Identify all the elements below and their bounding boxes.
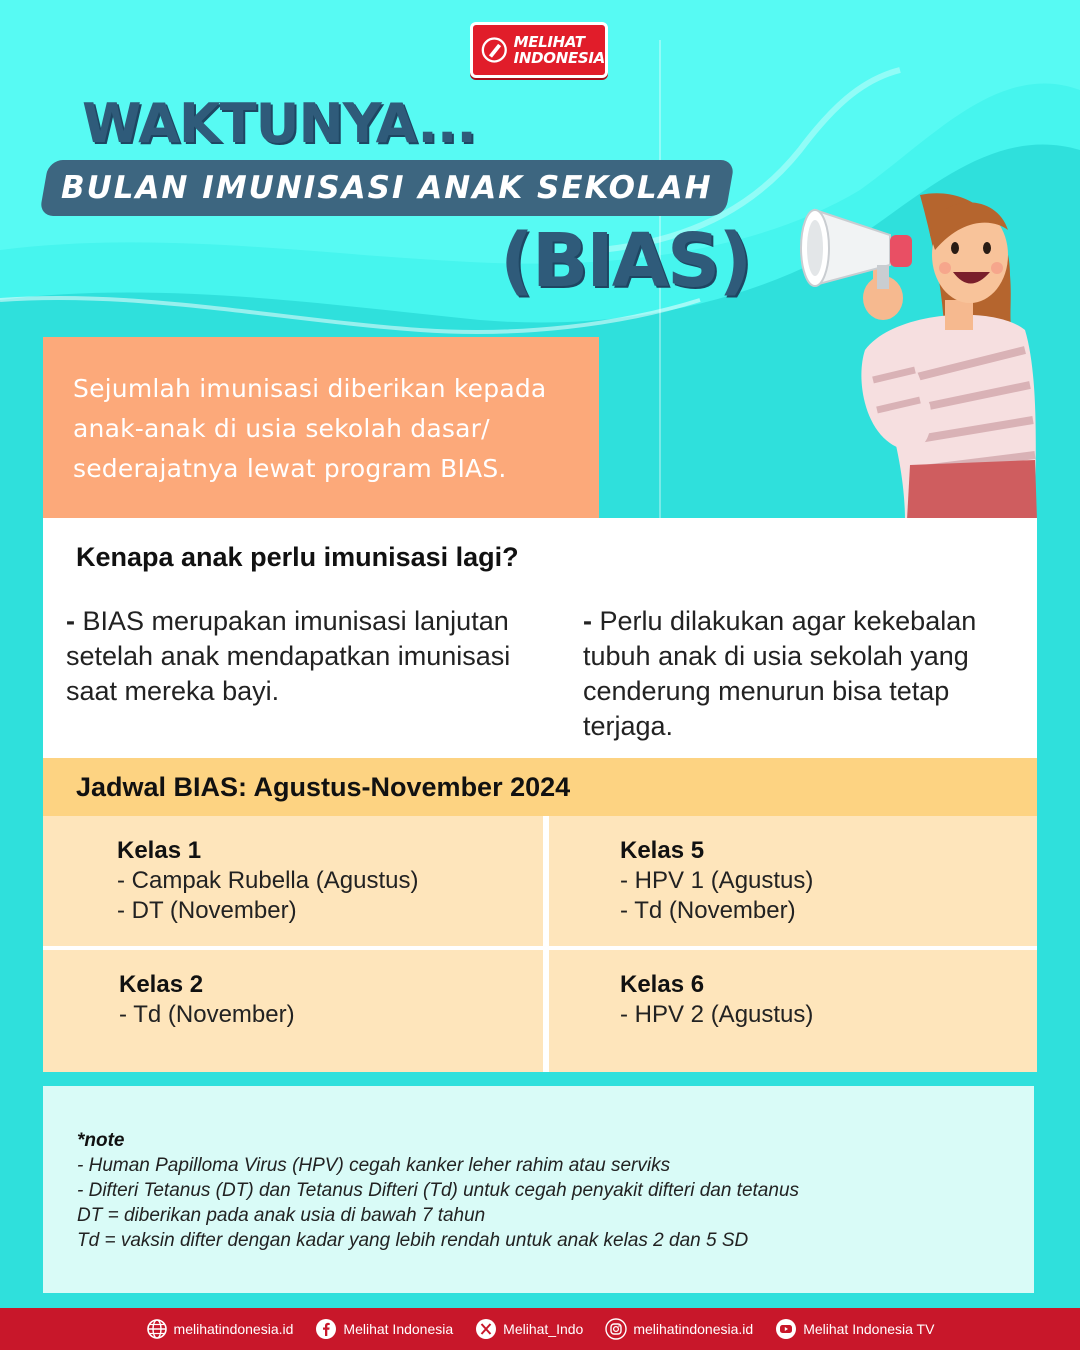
woman-megaphone-illustration	[795, 180, 1045, 520]
note-line: - Human Papilloma Virus (HPV) cegah kanker leher rahim atau serviks	[77, 1155, 671, 1176]
schedule-cell-kelas-5	[549, 816, 1037, 946]
footer-label: Melihat Indonesia TV	[803, 1321, 935, 1337]
why-point-1: - BIAS merupakan imunisasi lanjutan setelah anak mendapatkan imunisasi saat mereka bayi.	[66, 606, 511, 706]
intro-box	[43, 337, 599, 518]
class-name: Kelas 6	[620, 971, 705, 998]
facebook-icon	[315, 1318, 337, 1340]
footer-label: melihatindonesia.id	[633, 1321, 754, 1337]
logo-text-line1: MELIHAT	[513, 33, 585, 51]
youtube-icon	[775, 1318, 797, 1340]
x-twitter-icon	[475, 1318, 497, 1340]
headline-banner	[39, 160, 735, 216]
note-title: *note	[77, 1130, 125, 1151]
why-point-2: - Perlu dilakukan agar kekebalan tubuh anak di usia sekolah yang cenderung menurun bisa tetap terjaga.	[583, 606, 977, 741]
intro-text	[73, 369, 569, 489]
why-point-text: BIAS merupakan imunisasi lanjutan setelah anak mendapatkan imunisasi saat mereka bayi.	[66, 606, 511, 706]
note-line: Td = vaksin difter dengan kadar yang lebih rendah untuk anak kelas 2 dan 5 SD	[77, 1230, 749, 1251]
schedule-cell-kelas-1	[43, 816, 543, 946]
class-item: - Td (November)	[620, 897, 796, 924]
footer-instagram-link[interactable]	[605, 1318, 753, 1340]
class-item: - DT (November)	[117, 897, 297, 924]
class-name: Kelas 5	[620, 837, 705, 864]
headline-banner-text: BULAN IMUNISASI ANAK SEKOLAH	[61, 170, 713, 206]
footer-x-link[interactable]	[475, 1318, 583, 1340]
class-name: Kelas 1	[117, 837, 202, 864]
intro-line: anak-anak di usia sekolah dasar/	[73, 414, 490, 443]
note-line: DT = diberikan pada anak usia di bawah 7 tahun	[77, 1205, 486, 1226]
logo-text-line2: INDONESIA	[513, 49, 605, 67]
headline-waktunya: WAKTUNYA...	[82, 92, 476, 155]
schedule-cell-kelas-2	[43, 950, 543, 1072]
logo-emblem-icon	[479, 30, 510, 70]
brand-logo	[470, 22, 608, 78]
class-name: Kelas 2	[119, 971, 204, 998]
class-item: - Campak Rubella (Agustus)	[117, 867, 419, 894]
schedule-title: Jadwal BIAS: Agustus-November 2024	[43, 758, 1037, 816]
note-box	[43, 1086, 1034, 1293]
why-point-text: Perlu dilakukan agar kekebalan tubuh anak di usia sekolah yang cenderung menurun bisa tetap terjaga.	[583, 606, 977, 741]
intro-line: Sejumlah imunisasi diberikan kepada	[73, 374, 547, 403]
footer-label: Melihat_Indo	[503, 1321, 584, 1337]
class-item: - HPV 2 (Agustus)	[620, 1001, 814, 1028]
footer-label: Melihat Indonesia	[343, 1321, 454, 1337]
note-line: - Difteri Tetanus (DT) dan Tetanus Difteri (Td) untuk cegah penyakit difteri dan tetanus	[77, 1180, 800, 1201]
footer-bar	[0, 1308, 1080, 1350]
footer-facebook-link[interactable]	[315, 1318, 453, 1340]
footer-youtube-link[interactable]	[775, 1318, 934, 1340]
footer-website-link[interactable]	[146, 1318, 294, 1340]
class-item: - HPV 1 (Agustus)	[620, 867, 814, 894]
class-item: - Td (November)	[119, 1001, 295, 1028]
why-panel	[43, 518, 1037, 758]
headline-bias: (BIAS)	[500, 218, 751, 304]
schedule-cell-kelas-6	[549, 950, 1037, 1072]
why-title: Kenapa anak perlu imunisasi lagi?	[76, 542, 519, 572]
globe-icon	[146, 1318, 168, 1340]
intro-line: sederajatnya lewat program BIAS.	[73, 454, 507, 483]
schedule-grid	[43, 816, 1037, 1072]
footer-label: melihatindonesia.id	[173, 1321, 294, 1337]
instagram-icon	[605, 1318, 627, 1340]
